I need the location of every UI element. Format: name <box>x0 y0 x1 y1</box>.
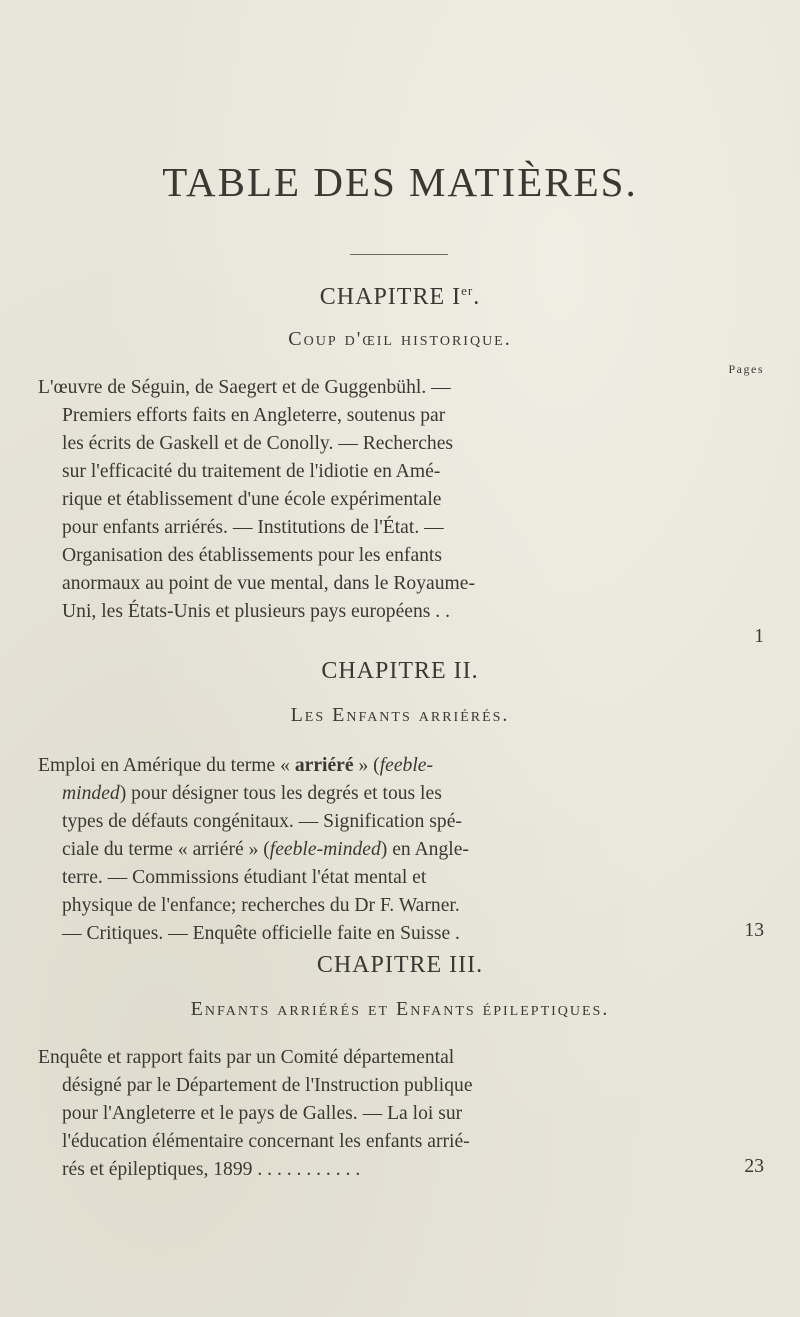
summary-line: Emploi en Amérique du terme « arriéré » (feeble- <box>38 755 434 776</box>
pages-column-header: Pages <box>728 362 764 376</box>
chapter-3-heading: CHAPITRE III. <box>316 952 484 978</box>
chapter-2-subtitle: Les Enfants arriérés. <box>290 704 510 726</box>
chapter-1-page-number: 1 <box>754 626 764 647</box>
chapter-1-subtitle: Coup d'œil historique. <box>288 328 512 350</box>
chapter-3-subtitle: Enfants arriérés et Enfants épileptiques. <box>190 998 610 1020</box>
summary-line: ciale du terme « arriéré » (feeble-minded) en Angle- <box>62 839 469 860</box>
summary-line: minded) pour désigner tous les degrés et tous les <box>62 783 442 804</box>
chapter-2-heading: CHAPITRE II. <box>321 658 479 684</box>
chapter-2-summary: Emploi en Amérique du terme « arriéré » (feeble- minded) pour désigner tous les degrés et tous les types de défauts congénitaux. — Signification spé- ciale du terme « arriéré » (feeble-minded) en Angle- terre. — Commissions étudiant l'état mental et physique de l'enfance; recherches du Dr F. Warner. — Critiques. — Enquête officielle faite en Suisse . <box>38 752 728 948</box>
chapter-3-summary: Enquête et rapport faits par un Comité départemental désigné par le Département de l'Instruction publique pour l'Angleterre et le pays de Galles. — La loi sur l'éducation élémentaire concernant les enfants arrié- rés et épileptiques, 1899 . . . . . . . . . . . <box>38 1047 473 1180</box>
chapter-2-page-number: 13 <box>744 920 764 941</box>
chapter-1-heading: CHAPITRE Ier. <box>319 283 481 310</box>
page-title: TABLE DES MATIÈRES. <box>162 159 638 205</box>
title-rule <box>350 254 448 255</box>
chapter-3-page-number: 23 <box>744 1156 764 1177</box>
chapter-1-summary: L'œuvre de Séguin, de Saegert et de Guggenbühl. — Premiers efforts faits en Angleterre, soutenus par les écrits de Gaskell et de Conolly. — Recherches sur l'efficacité du traitement de l'idiotie en Amé- rique et établissement d'une école expérimentale pour enfants arriérés. — Institutions de l'État. — Organisation des établissements pour les enfants anormaux au point de vue mental, dans le Royaume- Uni, les États-Unis et plusieurs pays européens . . <box>38 377 475 622</box>
